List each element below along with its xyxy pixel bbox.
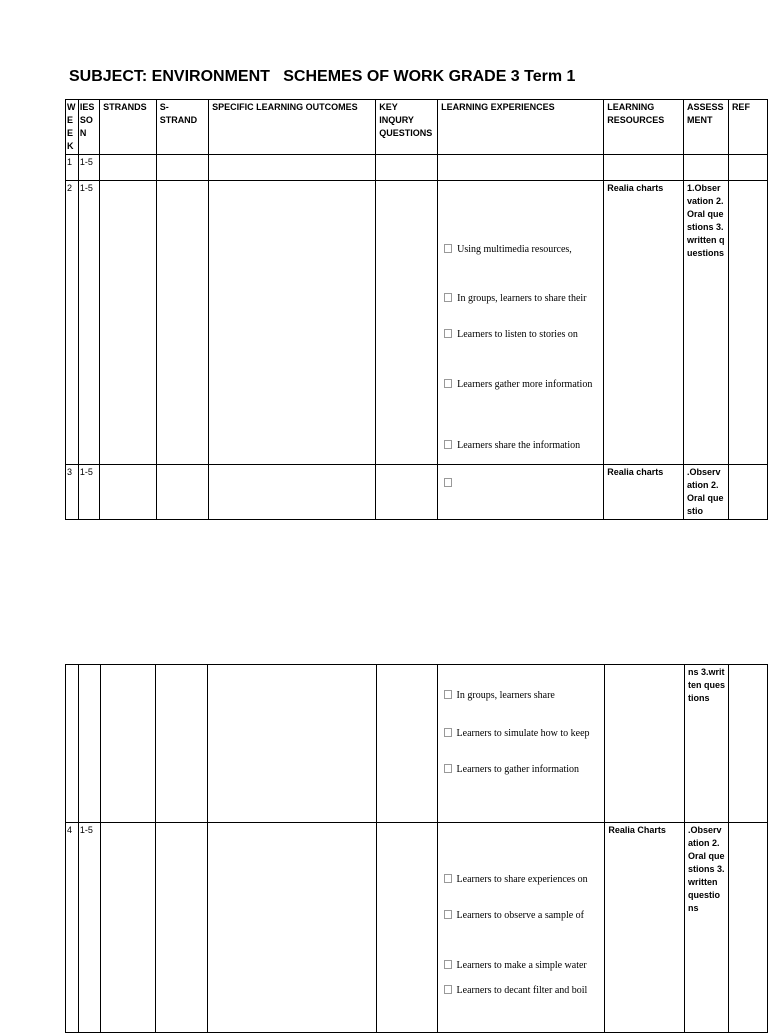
header-row bbox=[66, 100, 768, 155]
scheme-table-2 bbox=[65, 664, 768, 1033]
list-item: Learners to share experiences on bbox=[444, 873, 588, 886]
list-item: Learners to listen to stories on bbox=[444, 328, 578, 341]
page-title: SUBJECT: ENVIRONMENT SCHEMES OF WORK GRADE 3 Term 1 bbox=[69, 68, 576, 85]
header-ref: REF bbox=[728, 100, 767, 155]
table-row bbox=[66, 155, 768, 181]
list-item: Learners to decant filter and boil bbox=[444, 984, 588, 997]
table-row bbox=[66, 465, 768, 520]
assessment-cell: .Observation 2.Oral questions 3.written questions bbox=[684, 823, 728, 1033]
table-row bbox=[66, 181, 768, 465]
list-item bbox=[444, 477, 457, 490]
checkbox-bullet-icon bbox=[444, 910, 452, 919]
lesson-cell: 1-5 bbox=[78, 465, 99, 520]
header-assessment: ASSESS MENT bbox=[684, 100, 729, 155]
checkbox-bullet-icon bbox=[444, 478, 452, 487]
checkbox-bullet-icon bbox=[444, 244, 452, 253]
resources-cell: Realia charts bbox=[604, 465, 684, 520]
table-row bbox=[66, 665, 768, 823]
list-item: Learners gather more information bbox=[444, 378, 592, 391]
header-lesson: IESSON bbox=[78, 100, 99, 155]
list-item: Learners to observe a sample of bbox=[444, 909, 584, 922]
list-item: Learners to make a simple water bbox=[444, 959, 587, 972]
checkbox-bullet-icon bbox=[444, 329, 452, 338]
checkbox-bullet-icon bbox=[444, 728, 452, 737]
list-item: Learners to simulate how to keep bbox=[444, 727, 590, 740]
experiences-cell bbox=[437, 823, 605, 1033]
checkbox-bullet-icon bbox=[444, 293, 452, 302]
checkbox-bullet-icon bbox=[444, 379, 452, 388]
assessment-cell: .Observation 2.Oral questio bbox=[684, 465, 729, 520]
header-experiences: LEARNING EXPERIENCES bbox=[438, 100, 604, 155]
lesson-cell: 1-5 bbox=[78, 155, 99, 181]
checkbox-bullet-icon bbox=[444, 960, 452, 969]
assessment-cell: ns 3.written questions bbox=[684, 665, 728, 823]
experiences-cell bbox=[438, 465, 604, 520]
week-cell: 4 bbox=[66, 823, 79, 1033]
table-row bbox=[66, 823, 768, 1033]
resources-cell: Realia charts bbox=[604, 181, 684, 465]
experiences-cell bbox=[438, 181, 604, 465]
checkbox-bullet-icon bbox=[444, 985, 452, 994]
lesson-cell: 1-5 bbox=[78, 181, 99, 465]
checkbox-bullet-icon bbox=[444, 764, 452, 773]
list-item: In groups, learners share bbox=[444, 689, 555, 702]
header-strands: STRANDS bbox=[100, 100, 157, 155]
resources-cell: Realia Charts bbox=[605, 823, 685, 1033]
header-sub-strand: S-STRAND bbox=[156, 100, 208, 155]
week-cell: 2 bbox=[66, 181, 79, 465]
week-cell: 3 bbox=[66, 465, 79, 520]
header-key-inquiry: KEY INQURY QUESTIONS bbox=[376, 100, 438, 155]
checkbox-bullet-icon bbox=[444, 874, 452, 883]
checkbox-bullet-icon bbox=[444, 440, 452, 449]
list-item: Using multimedia resources, bbox=[444, 243, 572, 256]
list-item: Learners share the information bbox=[444, 439, 580, 452]
assessment-cell: 1.Observation 2.Oral questions 3.written questions bbox=[684, 181, 729, 465]
scheme-table-1 bbox=[65, 99, 768, 520]
lesson-cell: 1-5 bbox=[78, 823, 100, 1033]
list-item: Learners to gather information bbox=[444, 763, 579, 776]
experiences-cell bbox=[437, 665, 605, 823]
list-item: In groups, learners to share their bbox=[444, 292, 586, 305]
week-cell: 1 bbox=[66, 155, 79, 181]
header-outcomes: SPECIFIC LEARNING OUTCOMES bbox=[209, 100, 376, 155]
header-week: WEEK bbox=[66, 100, 79, 155]
header-resources: LEARNING RESOURCES bbox=[604, 100, 684, 155]
checkbox-bullet-icon bbox=[444, 690, 452, 699]
